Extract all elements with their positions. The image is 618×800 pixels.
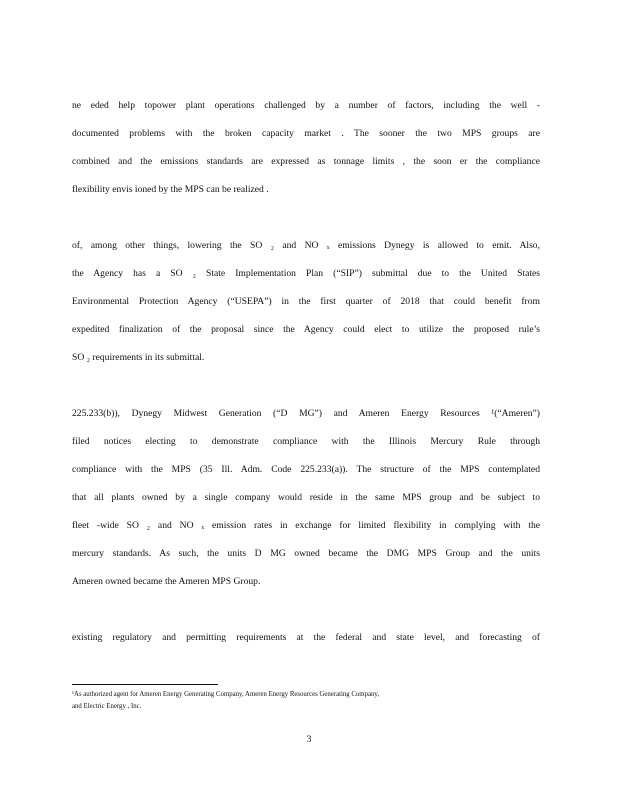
paragraph-6-line-2: 225.233(b)), Dynegy Midwest Generation (“D MG”) and Ameren Energy Resources ¹(“Ameren”) xyxy=(72,408,540,419)
paragraph-4-line-2: ne eded help topower plant operations challenged by a number of factors, including the well - xyxy=(72,100,540,111)
paragraph-6-line-4: compliance with the MPS (35 Ill. Adm. Code 225.233(a)). The structure of the MPS contemplated xyxy=(72,464,540,475)
paragraph-6-line-7: mercury standards. As such, the units D MG owned became the DMG MPS Group and the units xyxy=(72,548,540,559)
paragraph-5-line-2: of, among other things, lowering the SO ₂ and NO ₓ emissions Dynegy is allowed to emit. Also, xyxy=(72,240,540,251)
footnote-separator xyxy=(72,684,218,685)
paragraph-5-line-6: SO ₂ requirements in its submittal. xyxy=(72,352,205,363)
footnote-line-1: ¹As authorized agent for Ameren Energy Generating Company, Ameren Energy Resources Generating Company, xyxy=(72,691,380,698)
paragraph-4-line-4: combined and the emissions standards are expressed as tonnage limits , the soon er the compliance xyxy=(72,156,540,167)
paragraph-4-line-5: flexibility envis ioned by the MPS can be realized . xyxy=(72,184,269,195)
footnote-line-2: and Electric Energy , Inc. xyxy=(72,703,142,710)
paragraph-6-line-5: that all plants owned by a single company would reside in the same MPS group and be subject to xyxy=(72,492,540,503)
paragraph-6-line-3: filed notices electing to demonstrate compliance with the Illinois Mercury Rule through xyxy=(72,436,540,447)
paragraph-4-line-3: documented problems with the broken capacity market . The sooner the two MPS groups are xyxy=(72,128,540,139)
paragraph-5-line-4: Environmental Protection Agency (“USEPA”) in the first quarter of 2018 that could benefit from xyxy=(72,296,540,307)
paragraph-6-line-6: fleet -wide SO ₂ and NO ₓ emission rates in exchange for limited flexibility in complying with the xyxy=(72,520,540,531)
paragraph-7-line-2: existing regulatory and permitting requirements at the federal and state level, and forecasting of xyxy=(72,632,540,643)
paragraph-6-line-8: Ameren owned became the Ameren MPS Group. xyxy=(72,576,261,587)
paragraph-5-line-3: the Agency has a SO ₂ State Implementation Plan (“SIP”) submittal due to the United States xyxy=(72,268,540,279)
paragraph-5-line-5: expedited finalization of the proposal since the Agency could elect to utilize the proposed rule’s xyxy=(72,324,540,335)
page-number: 3 xyxy=(306,734,312,745)
